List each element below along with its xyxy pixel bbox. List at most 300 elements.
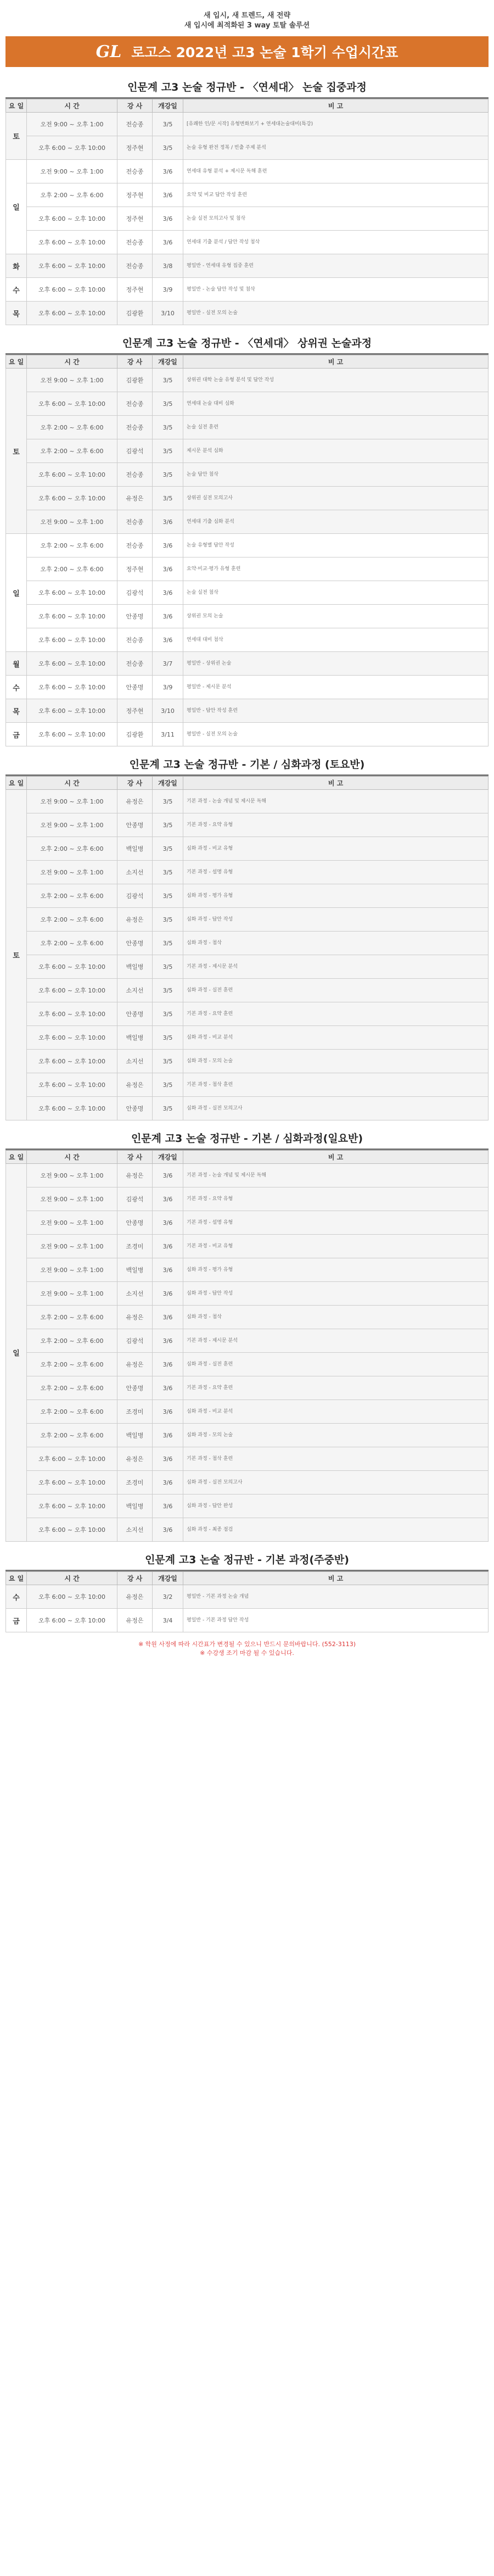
table-row	[6, 1329, 489, 1353]
teacher-cell: 김광석	[117, 1187, 153, 1211]
teacher-cell: 정주현	[117, 183, 153, 207]
time-cell: 오후 6:00 ~ 오후 10:00	[27, 652, 117, 676]
table-row	[6, 1585, 489, 1609]
note-cell: 기본 과정 - 제시문 분석	[183, 955, 489, 979]
teacher-cell: 김광석	[117, 1329, 153, 1353]
note-cell: 연세대 대비 첨삭	[183, 628, 489, 652]
table-row	[6, 1518, 489, 1542]
open-date-cell: 3/5	[153, 884, 183, 908]
time-cell: 오후 6:00 ~ 오후 10:00	[27, 955, 117, 979]
time-cell: 오후 6:00 ~ 오후 10:00	[27, 1609, 117, 1632]
note-cell: 기본 과정 - 설명 유형	[183, 1211, 489, 1235]
time-cell: 오전 9:00 ~ 오후 1:00	[27, 861, 117, 884]
column-header: 개강일	[153, 1572, 183, 1585]
time-cell: 오후 6:00 ~ 오후 10:00	[27, 1495, 117, 1518]
time-cell: 오후 2:00 ~ 오후 6:00	[27, 1424, 117, 1447]
open-date-cell: 3/9	[153, 278, 183, 302]
column-header: 강 사	[117, 1572, 153, 1585]
open-date-cell: 3/6	[153, 557, 183, 581]
teacher-cell: 유정은	[117, 1353, 153, 1376]
note-cell: 요약 및 비교 답안 작성 훈련	[183, 183, 489, 207]
note-cell: 기본 과정 - 요약 유형	[183, 813, 489, 837]
note-cell: 평일반 - 논술 답안 작성 및 첨삭	[183, 278, 489, 302]
note-cell: 심화 과정 - 실전 훈련	[183, 979, 489, 1002]
teacher-cell: 소지선	[117, 861, 153, 884]
teacher-cell: 전승종	[117, 392, 153, 416]
note-cell: 평일반 - 실전 모의 논술	[183, 723, 489, 746]
time-cell: 오후 2:00 ~ 오후 6:00	[27, 557, 117, 581]
table-row	[6, 1495, 489, 1518]
time-cell: 오후 2:00 ~ 오후 6:00	[27, 932, 117, 955]
teacher-cell: 소지선	[117, 1518, 153, 1542]
column-header: 비 고	[183, 99, 489, 113]
open-date-cell: 3/6	[153, 183, 183, 207]
time-cell: 오후 2:00 ~ 오후 6:00	[27, 1376, 117, 1400]
timetable-page	[5, 0, 489, 1658]
time-cell: 오후 2:00 ~ 오후 6:00	[27, 1329, 117, 1353]
time-cell: 오후 6:00 ~ 오후 10:00	[27, 302, 117, 325]
teacher-cell: 조경미	[117, 1471, 153, 1495]
open-date-cell: 3/6	[153, 1400, 183, 1424]
open-date-cell: 3/6	[153, 1306, 183, 1329]
teacher-cell: 전승종	[117, 160, 153, 183]
day-cell: 토	[6, 790, 27, 1120]
note-cell: 연세대 기출 심화 분석	[183, 510, 489, 534]
table-row	[6, 416, 489, 439]
note-cell: 기본 과정 - 요약 훈련	[183, 1376, 489, 1400]
teacher-cell: 유정은	[117, 1306, 153, 1329]
note-cell: 심화 과정 - 모의 논술	[183, 1424, 489, 1447]
open-date-cell: 3/5	[153, 790, 183, 813]
table-row	[6, 699, 489, 723]
note-cell: 심화 과정 - 비교 유형	[183, 837, 489, 861]
column-header: 요 일	[6, 99, 27, 113]
day-cell: 수	[6, 278, 27, 302]
open-date-cell: 3/6	[153, 1187, 183, 1211]
teacher-cell: 전승종	[117, 231, 153, 254]
time-cell: 오후 6:00 ~ 오후 10:00	[27, 1518, 117, 1542]
table-row	[6, 302, 489, 325]
time-cell: 오후 2:00 ~ 오후 6:00	[27, 1353, 117, 1376]
teacher-cell: 정주현	[117, 699, 153, 723]
table-row	[6, 1002, 489, 1026]
time-cell: 오후 6:00 ~ 오후 10:00	[27, 254, 117, 278]
table-row	[6, 136, 489, 160]
open-date-cell: 3/5	[153, 113, 183, 136]
open-date-cell: 3/6	[153, 160, 183, 183]
note-cell: 평일반 - 제시문 분석	[183, 676, 489, 699]
time-cell: 오전 9:00 ~ 오후 1:00	[27, 1164, 117, 1187]
schedule-section	[5, 1549, 489, 1632]
table-row	[6, 908, 489, 932]
time-cell: 오후 6:00 ~ 오후 10:00	[27, 487, 117, 510]
time-cell: 오전 9:00 ~ 오후 1:00	[27, 790, 117, 813]
note-cell: 심화 과정 - 첨삭	[183, 932, 489, 955]
open-date-cell: 3/5	[153, 813, 183, 837]
time-cell: 오후 6:00 ~ 오후 10:00	[27, 699, 117, 723]
teacher-cell: 백일병	[117, 1026, 153, 1050]
teacher-cell: 유정은	[117, 1609, 153, 1632]
column-header: 시 간	[27, 99, 117, 113]
teacher-cell: 정주현	[117, 557, 153, 581]
time-cell: 오전 9:00 ~ 오후 1:00	[27, 369, 117, 392]
teacher-cell: 안종명	[117, 1097, 153, 1120]
time-cell: 오후 6:00 ~ 오후 10:00	[27, 628, 117, 652]
time-cell: 오전 9:00 ~ 오후 1:00	[27, 113, 117, 136]
schedule-table	[5, 99, 489, 325]
time-cell: 오후 6:00 ~ 오후 10:00	[27, 1050, 117, 1073]
time-cell: 오후 2:00 ~ 오후 6:00	[27, 1306, 117, 1329]
time-cell: 오후 6:00 ~ 오후 10:00	[27, 1097, 117, 1120]
day-cell: 금	[6, 723, 27, 746]
note-cell: 상위권 모의 논술	[183, 605, 489, 628]
note-cell: 심화 과정 - 평가 유형	[183, 1258, 489, 1282]
table-row	[6, 1097, 489, 1120]
teacher-cell: 안종명	[117, 676, 153, 699]
time-cell: 오전 9:00 ~ 오후 1:00	[27, 813, 117, 837]
open-date-cell: 3/6	[153, 1447, 183, 1471]
time-cell: 오전 9:00 ~ 오후 1:00	[27, 1282, 117, 1306]
column-header: 시 간	[27, 1572, 117, 1585]
table-row	[6, 439, 489, 463]
table-row	[6, 463, 489, 487]
note-cell: 심화 과정 - 답안 작성	[183, 908, 489, 932]
table-row	[6, 813, 489, 837]
time-cell: 오후 2:00 ~ 오후 6:00	[27, 416, 117, 439]
section-title: 인문계 고3 논술 정규반 - 기본 / 심화과정 (토요반)	[5, 754, 489, 776]
teacher-cell: 조경미	[117, 1235, 153, 1258]
open-date-cell: 3/6	[153, 1495, 183, 1518]
table-row	[6, 392, 489, 416]
note-cell: 기본 과정 - 논술 개념 및 제시문 독해	[183, 1164, 489, 1187]
note-cell: 논술 실전 모의고사 및 첨삭	[183, 207, 489, 231]
notice: ※ 학원 사정에 따라 시간표가 변경될 수 있으니 반드시 문의바랍니다. (552-3113) ※ 수강생 조기 마감 될 수 있습니다.	[138, 1641, 356, 1657]
teacher-cell: 유정은	[117, 908, 153, 932]
table-row	[6, 1026, 489, 1050]
teacher-cell: 유정은	[117, 790, 153, 813]
teacher-cell: 유정은	[117, 1447, 153, 1471]
note-cell: 심화 과정 - 평가 유형	[183, 884, 489, 908]
table-row	[6, 628, 489, 652]
table-row	[6, 581, 489, 605]
time-cell: 오후 6:00 ~ 오후 10:00	[27, 581, 117, 605]
open-date-cell: 3/6	[153, 1376, 183, 1400]
table-row	[6, 861, 489, 884]
column-header: 강 사	[117, 99, 153, 113]
schedule-section	[5, 77, 489, 325]
column-header: 비 고	[183, 355, 489, 369]
column-header: 요 일	[6, 1572, 27, 1585]
section-title: 인문계 고3 논술 정규반 - 기본 과정(주중반)	[5, 1549, 489, 1571]
table-row	[6, 113, 489, 136]
table-row	[6, 254, 489, 278]
time-cell: 오후 6:00 ~ 오후 10:00	[27, 1471, 117, 1495]
open-date-cell: 3/5	[153, 1073, 183, 1097]
note-cell: 상위권 실전 모의고사	[183, 487, 489, 510]
open-date-cell: 3/5	[153, 392, 183, 416]
column-header: 요 일	[6, 777, 27, 790]
time-cell: 오후 6:00 ~ 오후 10:00	[27, 136, 117, 160]
table-row	[6, 723, 489, 746]
teacher-cell: 안종명	[117, 1211, 153, 1235]
open-date-cell: 3/5	[153, 1002, 183, 1026]
table-row	[6, 1471, 489, 1495]
time-cell: 오후 6:00 ~ 오후 10:00	[27, 1585, 117, 1609]
note-cell: 연세대 유형 분석 + 제시문 독해 훈련	[183, 160, 489, 183]
open-date-cell: 3/6	[153, 1258, 183, 1282]
open-date-cell: 3/6	[153, 534, 183, 557]
table-row	[6, 207, 489, 231]
page-title: GL 로고스 2022년 고3 논술 1학기 수업시간표	[5, 36, 489, 67]
column-header: 시 간	[27, 777, 117, 790]
teacher-cell: 전승종	[117, 510, 153, 534]
day-cell: 화	[6, 254, 27, 278]
section-title: 인문계 고3 논술 정규반 - 〈연세대〉 상위권 논술과정	[5, 333, 489, 355]
note-cell: 논술 실전 훈련	[183, 416, 489, 439]
column-header: 시 간	[27, 1151, 117, 1164]
time-cell: 오후 2:00 ~ 오후 6:00	[27, 908, 117, 932]
day-cell: 수	[6, 676, 27, 699]
teacher-cell: 안종명	[117, 932, 153, 955]
teacher-cell: 전승종	[117, 534, 153, 557]
note-cell: 기본 과정 - 비교 유형	[183, 1235, 489, 1258]
day-cell: 토	[6, 113, 27, 160]
time-cell: 오전 9:00 ~ 오후 1:00	[27, 1211, 117, 1235]
time-cell: 오후 6:00 ~ 오후 10:00	[27, 1447, 117, 1471]
teacher-cell: 유정은	[117, 1585, 153, 1609]
note-cell: 기본 과정 - 첨삭 훈련	[183, 1447, 489, 1471]
note-cell: 연세대 기출 분석 / 답안 작성 첨삭	[183, 231, 489, 254]
teacher-cell: 정주현	[117, 278, 153, 302]
teacher-cell: 소지선	[117, 1282, 153, 1306]
open-date-cell: 3/6	[153, 605, 183, 628]
table-row	[6, 605, 489, 628]
column-header: 개강일	[153, 99, 183, 113]
table-row	[6, 932, 489, 955]
note-cell: 심화 과정 - 실전 모의고사	[183, 1471, 489, 1495]
teacher-cell: 정주현	[117, 207, 153, 231]
table-row	[6, 1400, 489, 1424]
table-row	[6, 1609, 489, 1632]
open-date-cell: 3/7	[153, 652, 183, 676]
table-row	[6, 160, 489, 183]
teacher-cell: 전승종	[117, 254, 153, 278]
teacher-cell: 김광환	[117, 369, 153, 392]
column-header: 개강일	[153, 355, 183, 369]
time-cell: 오전 9:00 ~ 오후 1:00	[27, 1258, 117, 1282]
column-header: 시 간	[27, 355, 117, 369]
note-cell: 평일반 - 기본 과정 답안 작성	[183, 1609, 489, 1632]
day-cell: 월	[6, 652, 27, 676]
open-date-cell: 3/9	[153, 676, 183, 699]
section-title: 인문계 고3 논술 정규반 - 〈연세대〉 논술 집중과정	[5, 77, 489, 99]
time-cell: 오후 6:00 ~ 오후 10:00	[27, 676, 117, 699]
time-cell: 오후 6:00 ~ 오후 10:00	[27, 979, 117, 1002]
open-date-cell: 3/5	[153, 908, 183, 932]
teacher-cell: 안종명	[117, 605, 153, 628]
logos-logo: GL	[96, 42, 122, 62]
open-date-cell: 3/10	[153, 302, 183, 325]
note-cell: 기본 과정 - 요약 유형	[183, 1187, 489, 1211]
note-cell: 심화 과정 - 비교 분석	[183, 1400, 489, 1424]
table-row	[6, 1050, 489, 1073]
column-header: 개강일	[153, 777, 183, 790]
teacher-cell: 전승종	[117, 628, 153, 652]
open-date-cell: 3/4	[153, 1609, 183, 1632]
note-cell: 제시문 분석 심화	[183, 439, 489, 463]
table-row	[6, 1235, 489, 1258]
open-date-cell: 3/6	[153, 231, 183, 254]
teacher-cell: 백일병	[117, 1495, 153, 1518]
table-row	[6, 1376, 489, 1400]
open-date-cell: 3/6	[153, 1518, 183, 1542]
open-date-cell: 3/6	[153, 207, 183, 231]
open-date-cell: 3/10	[153, 699, 183, 723]
teacher-cell: 정주현	[117, 136, 153, 160]
note-cell: 상위권 대학 논술 유형 분석 및 답안 작성	[183, 369, 489, 392]
time-cell: 오전 9:00 ~ 오후 1:00	[27, 1187, 117, 1211]
schedule-section	[5, 333, 489, 746]
teacher-cell: 유정은	[117, 487, 153, 510]
open-date-cell: 3/6	[153, 1329, 183, 1353]
open-date-cell: 3/6	[153, 1424, 183, 1447]
teacher-cell: 전승종	[117, 652, 153, 676]
open-date-cell: 3/5	[153, 979, 183, 1002]
open-date-cell: 3/5	[153, 136, 183, 160]
open-date-cell: 3/5	[153, 1097, 183, 1120]
teacher-cell: 백일병	[117, 955, 153, 979]
column-header: 강 사	[117, 1151, 153, 1164]
note-cell: 연세대 논술 대비 심화	[183, 392, 489, 416]
schedule-table	[5, 355, 489, 746]
slogan: 새 입시, 새 트렌드, 새 전략 새 입시에 최적화된 3 way 토탈 솔루션	[184, 12, 310, 30]
table-row	[6, 837, 489, 861]
table-row	[6, 1073, 489, 1097]
open-date-cell: 3/6	[153, 1353, 183, 1376]
open-date-cell: 3/6	[153, 1211, 183, 1235]
table-row	[6, 1447, 489, 1471]
schedule-sections	[5, 77, 489, 1632]
time-cell: 오후 6:00 ~ 오후 10:00	[27, 392, 117, 416]
note-cell: 심화 과정 - 답안 작성	[183, 1282, 489, 1306]
column-header: 비 고	[183, 777, 489, 790]
table-row	[6, 231, 489, 254]
table-row	[6, 979, 489, 1002]
time-cell: 오후 6:00 ~ 오후 10:00	[27, 463, 117, 487]
time-cell: 오후 6:00 ~ 오후 10:00	[27, 1073, 117, 1097]
teacher-cell: 김광석	[117, 439, 153, 463]
column-header: 강 사	[117, 777, 153, 790]
open-date-cell: 3/8	[153, 254, 183, 278]
table-row	[6, 1211, 489, 1235]
table-row	[6, 557, 489, 581]
table-row	[6, 510, 489, 534]
teacher-cell: 전승종	[117, 113, 153, 136]
table-row	[6, 1353, 489, 1376]
time-cell: 오후 2:00 ~ 오후 6:00	[27, 183, 117, 207]
table-row	[6, 790, 489, 813]
day-cell: 금	[6, 1609, 27, 1632]
note-cell: 기본 과정 - 요약 훈련	[183, 1002, 489, 1026]
column-header: 비 고	[183, 1151, 489, 1164]
time-cell: 오후 2:00 ~ 오후 6:00	[27, 884, 117, 908]
teacher-cell: 김광석	[117, 884, 153, 908]
note-cell: 평일반 - 연세대 유형 집중 훈련	[183, 254, 489, 278]
open-date-cell: 3/6	[153, 1164, 183, 1187]
note-cell: 논술 유형 완전 정복 / 빈출 주제 분석	[183, 136, 489, 160]
note-cell: 기본 과정 - 논술 개념 및 제시문 독해	[183, 790, 489, 813]
table-row	[6, 534, 489, 557]
table-row	[6, 183, 489, 207]
time-cell: 오후 2:00 ~ 오후 6:00	[27, 837, 117, 861]
time-cell: 오전 9:00 ~ 오후 1:00	[27, 160, 117, 183]
note-cell: 심화 과정 - 첨삭	[183, 1306, 489, 1329]
open-date-cell: 3/5	[153, 1050, 183, 1073]
teacher-cell: 김광석	[117, 581, 153, 605]
schedule-table	[5, 1571, 489, 1632]
time-cell: 오후 6:00 ~ 오후 10:00	[27, 605, 117, 628]
table-row	[6, 884, 489, 908]
open-date-cell: 3/2	[153, 1585, 183, 1609]
teacher-cell: 안종명	[117, 813, 153, 837]
table-row	[6, 652, 489, 676]
day-cell: 목	[6, 302, 27, 325]
teacher-cell: 소지선	[117, 1050, 153, 1073]
column-header: 강 사	[117, 355, 153, 369]
table-row	[6, 1424, 489, 1447]
note-cell: 심화 과정 - 실전 모의고사	[183, 1097, 489, 1120]
day-cell: 수	[6, 1585, 27, 1609]
time-cell: 오전 9:00 ~ 오후 1:00	[27, 510, 117, 534]
note-cell: 심화 과정 - 실전 훈련	[183, 1353, 489, 1376]
column-header: 요 일	[6, 355, 27, 369]
teacher-cell: 백일병	[117, 1424, 153, 1447]
table-row	[6, 676, 489, 699]
day-cell: 토	[6, 369, 27, 534]
teacher-cell: 전승종	[117, 463, 153, 487]
teacher-cell: 백일병	[117, 837, 153, 861]
teacher-cell: 김광환	[117, 302, 153, 325]
teacher-cell: 유정은	[117, 1073, 153, 1097]
time-cell: 오후 6:00 ~ 오후 10:00	[27, 278, 117, 302]
teacher-cell: 안종명	[117, 1002, 153, 1026]
table-row	[6, 278, 489, 302]
open-date-cell: 3/5	[153, 416, 183, 439]
open-date-cell: 3/5	[153, 369, 183, 392]
time-cell: 오후 6:00 ~ 오후 10:00	[27, 1026, 117, 1050]
table-row	[6, 1282, 489, 1306]
teacher-cell: 김광환	[117, 723, 153, 746]
day-cell: 일	[6, 534, 27, 652]
note-cell: 평일반 - 기본 과정 논술 개념	[183, 1585, 489, 1609]
time-cell: 오후 2:00 ~ 오후 6:00	[27, 439, 117, 463]
note-cell: [유쾌한 인/문 시작] 유형변화보기 + 연세대논술대비(특강)	[183, 113, 489, 136]
open-date-cell: 3/6	[153, 581, 183, 605]
column-header: 요 일	[6, 1151, 27, 1164]
open-date-cell: 3/5	[153, 861, 183, 884]
note-cell: 기본 과정 - 첨삭 훈련	[183, 1073, 489, 1097]
note-cell: 심화 과정 - 최종 점검	[183, 1518, 489, 1542]
schedule-section	[5, 754, 489, 1120]
teacher-cell: 조경미	[117, 1400, 153, 1424]
open-date-cell: 3/5	[153, 439, 183, 463]
time-cell: 오후 6:00 ~ 오후 10:00	[27, 207, 117, 231]
teacher-cell: 안종명	[117, 1376, 153, 1400]
time-cell: 오후 6:00 ~ 오후 10:00	[27, 723, 117, 746]
column-header: 비 고	[183, 1572, 489, 1585]
note-cell: 심화 과정 - 비교 분석	[183, 1026, 489, 1050]
schedule-table	[5, 776, 489, 1120]
